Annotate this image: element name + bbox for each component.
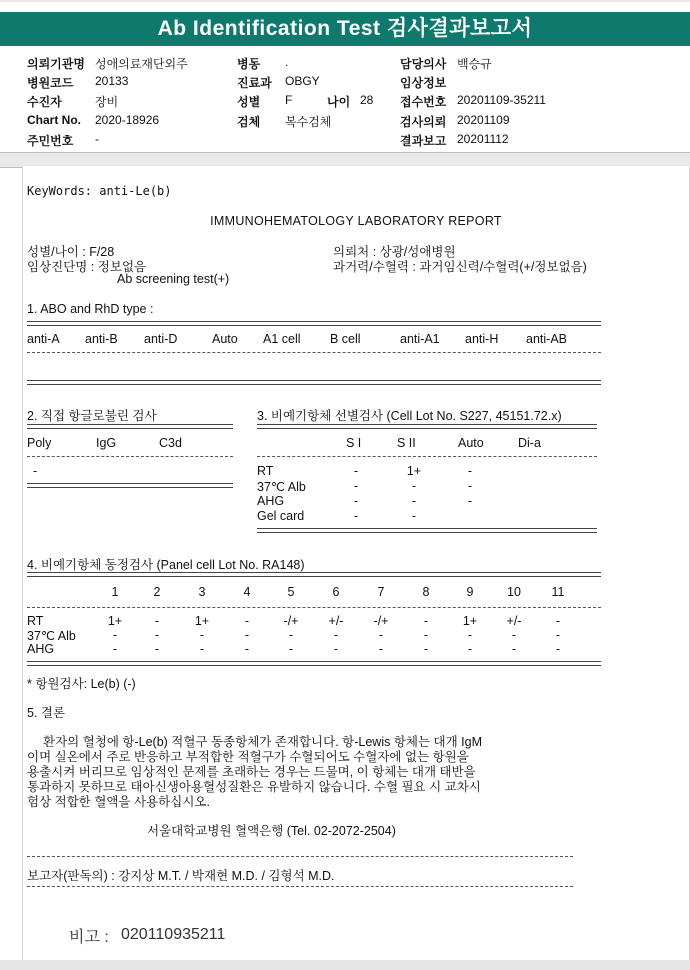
- sec4-cell: -: [244, 614, 250, 628]
- info-diagnosis: 임상진단명 : 정보없음: [27, 260, 147, 274]
- sec4-cell: -/+: [373, 614, 389, 628]
- header-value-chart-no: 2020-18926: [95, 113, 160, 127]
- sec3-cell: -: [467, 464, 473, 478]
- header-value-institution: 성애의료재단외주: [95, 57, 188, 71]
- sec4-cell: -: [378, 628, 384, 642]
- header-value-hospital-code: 20133: [95, 74, 129, 88]
- sec4-col: 4: [243, 585, 251, 599]
- header-value-ward: .: [285, 55, 289, 69]
- sec3-rule-top: [257, 424, 597, 429]
- sec4-row-label: 37℃ Alb: [27, 629, 76, 643]
- sec3-cell: -: [411, 479, 417, 493]
- info-requester: 의뢰처 : 상광/성애병원: [333, 245, 456, 259]
- conclusion-line: 통과하지 못하므로 태아신생아용혈성질환은 유발하지 않습니다. 수혈 필요 시 교차시: [27, 780, 481, 794]
- sec4-row-label: RT: [27, 614, 44, 628]
- sec4-cell: 1+: [462, 614, 478, 628]
- sec4-cell: -: [244, 642, 250, 656]
- info-sex-age: 성별/나이 : F/28: [27, 245, 115, 259]
- sec2-col-igg: IgG: [96, 436, 117, 450]
- sec1-rule-top: [27, 321, 601, 326]
- sec1-rule-mid: [27, 352, 601, 353]
- sec3-rule-bottom: [257, 528, 597, 533]
- bottom-edge: [0, 960, 690, 970]
- sec4-cell: -: [423, 614, 429, 628]
- sec4-cell: -: [244, 628, 250, 642]
- sec3-row-label: RT: [257, 464, 274, 478]
- sec4-cell: -: [199, 642, 205, 656]
- antigen-test: * 항원검사: Le(b) (-): [27, 677, 136, 691]
- sec4-row-label: AHG: [27, 642, 55, 656]
- header-label-hospital-code: 병원코드: [27, 76, 74, 90]
- top-edge: [0, 0, 690, 2]
- sec4-rule-mid: [27, 607, 601, 608]
- header-value-request-date: 20201109: [457, 113, 510, 127]
- sec2-value-poly: -: [33, 464, 38, 478]
- sec3-cell: -: [467, 494, 473, 508]
- header-value-doctor: 백승규: [457, 57, 492, 71]
- sec4-col: 7: [377, 585, 385, 599]
- sec1-col-anti-d: anti-D: [144, 332, 178, 346]
- sec4-col: 5: [287, 585, 295, 599]
- sec4-cell: 1+: [194, 614, 210, 628]
- sec4-cell: -: [288, 628, 294, 642]
- sec4-cell: -: [154, 614, 160, 628]
- header-value-resident-no: -: [95, 132, 99, 146]
- header-label-chart-no: Chart No.: [27, 113, 81, 127]
- sec4-cell: -: [288, 642, 294, 656]
- sec4-cell: +/-: [328, 614, 344, 628]
- header-label-department: 진료과: [237, 76, 272, 90]
- sec4-cell: -: [555, 642, 561, 656]
- sec2-col-poly: Poly: [27, 436, 52, 450]
- sec4-cell: -: [511, 642, 517, 656]
- sec5-title: 5. 결론: [27, 706, 66, 720]
- sec4-col: 10: [507, 585, 521, 599]
- header-label-sex: 성별: [237, 95, 261, 109]
- info-diagnosis-cont: Ab screening test(+): [117, 272, 230, 286]
- sec4-cell: -: [467, 628, 473, 642]
- header-label-accession-no: 접수번호: [400, 95, 447, 109]
- sec1-col-auto: Auto: [212, 332, 238, 346]
- sec4-cell: -: [112, 628, 118, 642]
- sec4-cell: -/+: [283, 614, 299, 628]
- conclusion-line: 이며 실온에서 주로 반응하고 부적합한 적혈구가 수혈되어도 수혈자에 없는 항원을: [27, 750, 469, 764]
- sec4-cell: -: [154, 642, 160, 656]
- note-value: 020110935211: [121, 926, 226, 943]
- sec2-rule-mid: [27, 456, 233, 457]
- sec4-cell: -: [511, 628, 517, 642]
- sec4-cell: -: [423, 642, 429, 656]
- sec4-col: 9: [466, 585, 474, 599]
- header-value-specimen: 복수검체: [285, 115, 332, 129]
- header-value-patient: 장비: [95, 95, 119, 109]
- header-value-report-date: 20201112: [457, 132, 509, 146]
- sec4-cell: -: [555, 628, 561, 642]
- header-value-age: 28: [360, 93, 374, 107]
- institution: 서울대학교병원 혈액은행 (Tel. 02-2072-2504): [147, 824, 396, 838]
- reporter-rule-bottom: [27, 886, 573, 887]
- sec4-col: 11: [551, 585, 565, 599]
- page-title: Ab Identification Test 검사결과보고서: [157, 17, 533, 40]
- sec3-cell: -: [353, 494, 359, 508]
- reporter-rule-top: [27, 856, 573, 857]
- sec1-col-anti-ab: anti-AB: [526, 332, 567, 346]
- sec1-col-a1-cell: A1 cell: [263, 332, 301, 346]
- sec1-col-anti-h: anti-H: [465, 332, 499, 346]
- sec4-cell: -: [333, 628, 339, 642]
- sec3-cell: -: [353, 509, 359, 523]
- conclusion-line: 용출시켜 버리므로 임상적인 문제를 초래하는 경우는 드물며, 이 항체는 대개 태반을: [27, 765, 476, 779]
- sec4-cell: -: [112, 642, 118, 656]
- header-label-resident-no: 주민번호: [27, 134, 74, 148]
- sec4-col: 3: [198, 585, 206, 599]
- sec4-cell: -: [333, 642, 339, 656]
- sec3-cell: -: [353, 479, 359, 493]
- sec1-col-anti-b: anti-B: [85, 332, 118, 346]
- conclusion-line: 환자의 혈청에 항-Le(b) 적혈구 동종항체가 존재합니다. 항-Lewis 항체는 대개 IgM: [43, 735, 482, 749]
- sec3-cell: -: [353, 464, 359, 478]
- header-label-clinical-info: 임상정보: [400, 76, 447, 90]
- reporter: 보고자(판독의) : 강지상 M.T. / 박재현 M.D. / 김형석 M.D.: [27, 869, 335, 883]
- report-heading: IMMUNOHEMATOLOGY LABORATORY REPORT: [210, 214, 502, 228]
- sec2-col-c3d: C3d: [159, 436, 182, 450]
- sec4-col: 2: [153, 585, 161, 599]
- sec4-rule-bottom: [27, 661, 601, 666]
- sec3-rule-mid: [257, 456, 597, 457]
- sec3-col-s1: S I: [346, 436, 362, 450]
- sec3-title: 3. 비예기항체 선별검사 (Cell Lot No. S227, 45151.72.x): [257, 409, 562, 423]
- sec2-rule-bottom: [27, 483, 233, 488]
- sec4-cell: -: [555, 614, 561, 628]
- sec4-col: 6: [332, 585, 340, 599]
- sec3-row-label: Gel card: [257, 509, 305, 523]
- conclusion-line: 험상 적합한 혈액을 사용하십시오.: [27, 795, 210, 809]
- sec4-cell: -: [467, 642, 473, 656]
- header-value-department: OBGY: [285, 74, 320, 88]
- header-value-accession-no: 20201109-35211: [457, 93, 546, 107]
- header-label-doctor: 담당의사: [400, 57, 447, 71]
- header-label-report-date: 결과보고: [400, 134, 447, 148]
- sec2-rule-top: [27, 424, 233, 429]
- sec3-col-s2: S II: [397, 436, 416, 450]
- sec3-cell: 1+: [406, 464, 422, 478]
- sec4-cell: +/-: [506, 614, 522, 628]
- sec1-rule-bottom: [27, 380, 601, 385]
- header-label-patient: 수진자: [27, 95, 62, 109]
- sec3-row-label: 37℃ Alb: [257, 480, 306, 494]
- header-label-request-date: 검사의뢰: [400, 115, 447, 129]
- sec4-cell: -: [154, 628, 160, 642]
- sec3-col-dia: Di-a: [518, 436, 541, 450]
- sec4-cell: -: [423, 628, 429, 642]
- sec3-row-label: AHG: [257, 494, 285, 508]
- sec3-cell: -: [467, 479, 473, 493]
- sec4-rule-top: [27, 572, 601, 577]
- keywords: KeyWords: anti-Le(b): [27, 184, 172, 198]
- sec4-cell: 1+: [107, 614, 123, 628]
- sec1-col-anti-a1: anti-A1: [400, 332, 440, 346]
- info-history: 과거력/수혈력 : 과거임신력/수혈력(+/정보없음): [333, 260, 587, 274]
- header-label-institution: 의뢰기관명: [27, 57, 85, 71]
- sec4-cell: -: [378, 642, 384, 656]
- header-label-ward: 병동: [237, 57, 261, 71]
- header-label-age: 나이: [327, 95, 351, 109]
- header-label-specimen: 검체: [237, 115, 261, 129]
- sec4-title: 4. 비예기항체 동정검사 (Panel cell Lot No. RA148): [27, 558, 305, 572]
- sec3-col-auto: Auto: [458, 436, 484, 450]
- sec3-cell: -: [411, 509, 417, 523]
- sec2-title: 2. 직접 항글로불린 검사: [27, 409, 157, 423]
- sec1-col-anti-a: anti-A: [27, 332, 60, 346]
- note-label: 비고 :: [69, 929, 109, 946]
- sec1-title: 1. ABO and RhD type :: [27, 302, 154, 316]
- sec3-cell: -: [411, 494, 417, 508]
- sec4-cell: -: [199, 628, 205, 642]
- header-value-sex: F: [285, 93, 293, 107]
- sec1-col-b-cell: B cell: [330, 332, 361, 346]
- sec4-col: 1: [111, 585, 119, 599]
- report-sheet: [22, 166, 690, 960]
- sec4-col: 8: [422, 585, 430, 599]
